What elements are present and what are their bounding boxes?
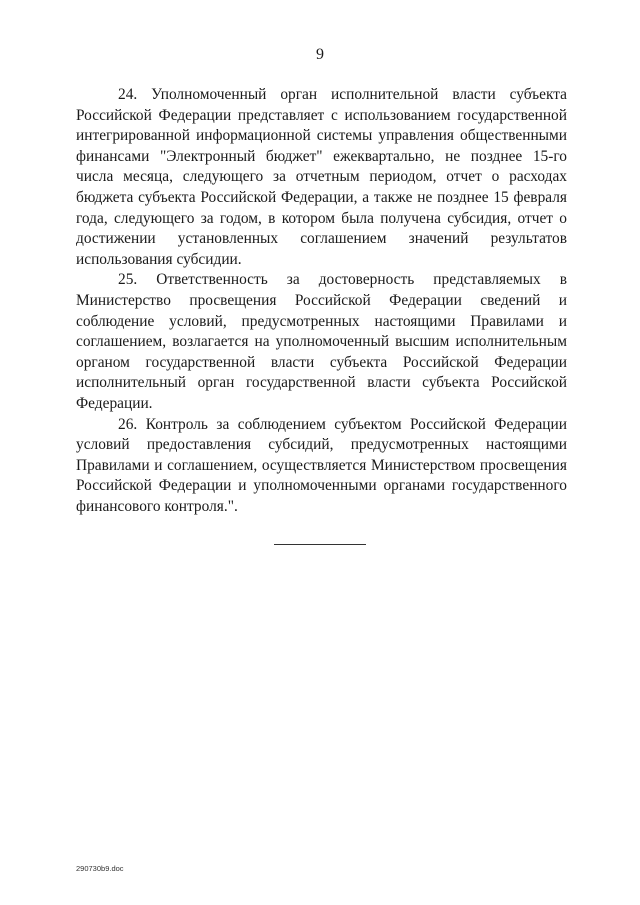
paragraph-26: 26. Контроль за соблюдением субъектом Российской Федерации условий предоставления субсидий, предусмотренных настоящими Правилами и соглашением, осуществляется Министерством просвещения Российской Федерации и уполномоченными органами государственного финансового контроля.".: [76, 415, 567, 515]
end-separator-line: [274, 544, 366, 545]
page-number: 9: [316, 46, 324, 63]
document-body: [76, 85, 567, 517]
footer-filename: 290730b9.doc: [76, 864, 124, 873]
paragraph-25: 25. Ответственность за достоверность представляемых в Министерство просвещения Российской Федерации сведений и соблюдение условий, предусмотренных настоящими Правилами и соглашением, возлагается на уполномоченный высшим исполнительным органом государственной власти субъекта Российской Федерации исполнительный орган государственной власти субъекта Российской Федерации.: [76, 271, 567, 412]
paragraph-24: 24. Уполномоченный орган исполнительной власти субъекта Российской Федерации представляет с использованием государственной интегрированной информационной системы управления общественными финансами "Электронный бюджет" ежеквартально, не позднее 15-го числа месяца, следующего за отчетным периодом, отчет о расходах бюджета субъекта Российской Федерации, а также не позднее 15 февраля года, следующего за годом, в котором была получена субсидия, отчет о достижении установленных соглашением значений результатов использования субсидии.: [76, 86, 567, 268]
